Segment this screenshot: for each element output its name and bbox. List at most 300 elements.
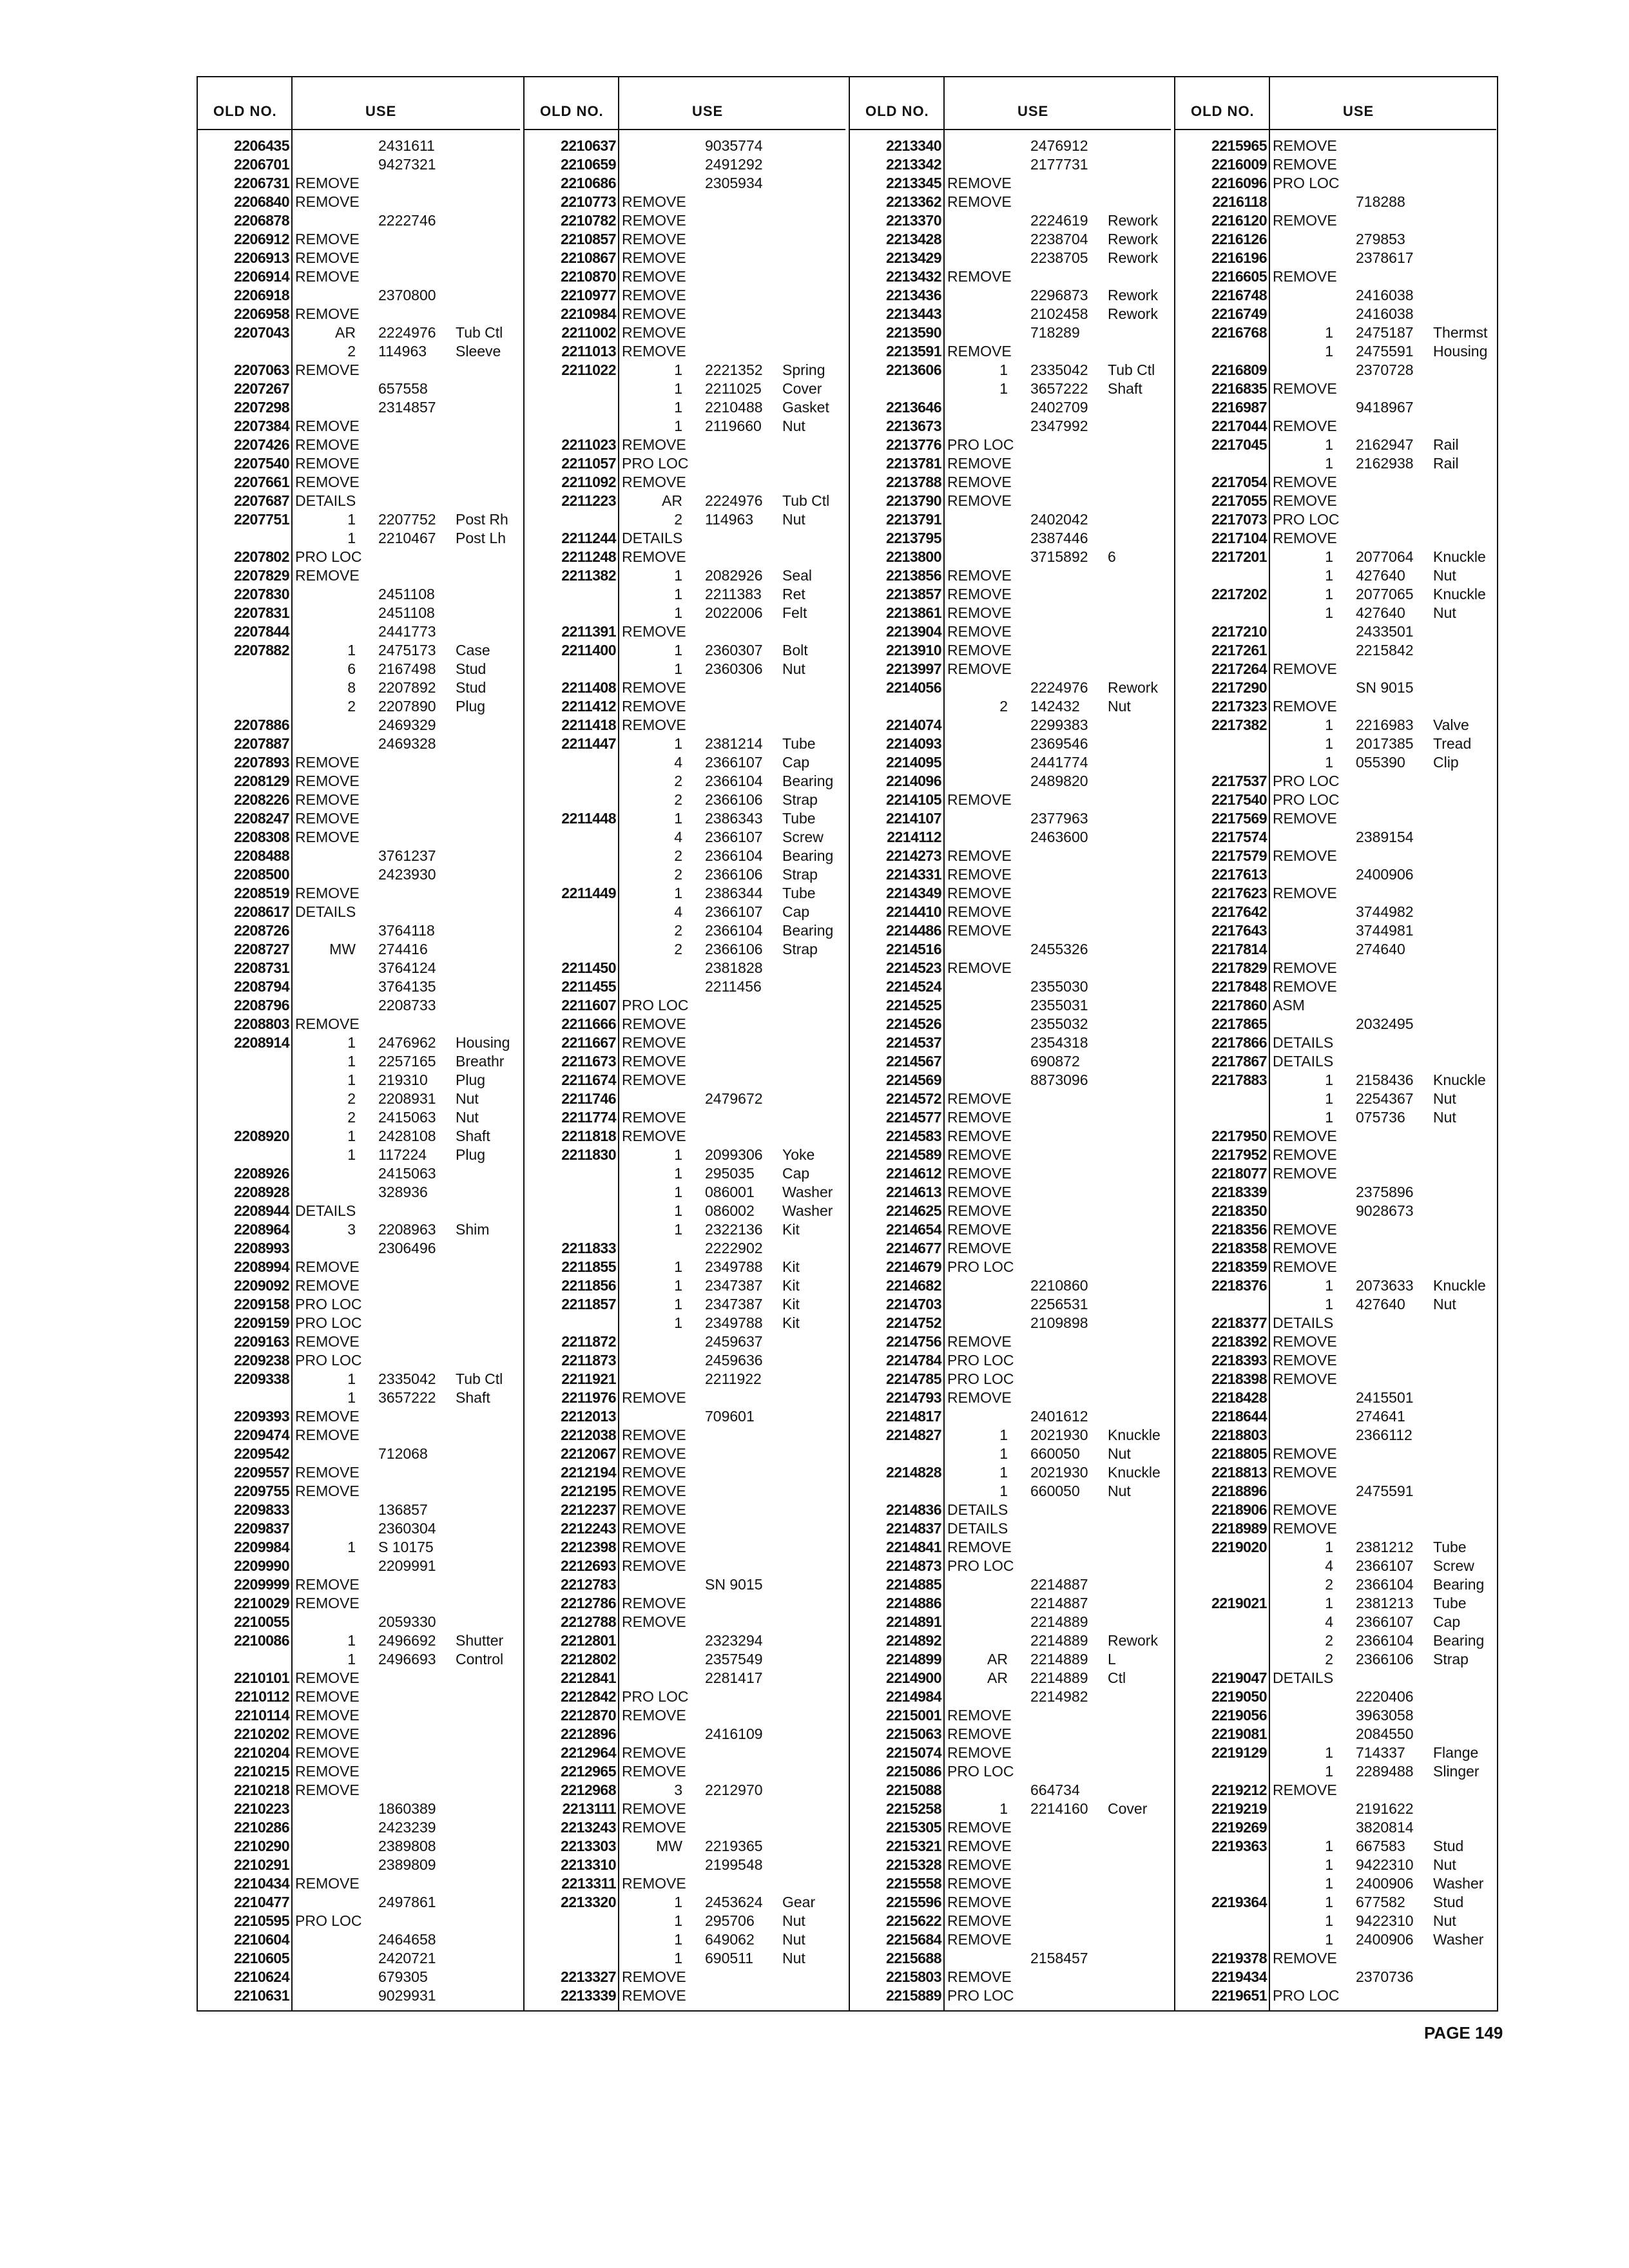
old-number: 2211244 <box>561 530 616 546</box>
status: REMOVE <box>1273 978 1337 995</box>
status: REMOVE <box>622 436 686 453</box>
table-row <box>525 323 845 342</box>
table-row <box>850 1202 1171 1220</box>
table-row <box>198 1986 520 2005</box>
old-number: 2211673 <box>561 1053 616 1070</box>
table-row <box>198 492 520 510</box>
table-row <box>1175 1818 1496 1837</box>
new-part-number: 649062 <box>705 1931 755 1948</box>
description: Kit <box>782 1296 800 1312</box>
description: Valve <box>1433 716 1469 733</box>
status: PRO LOC <box>947 1763 1014 1780</box>
description: Shutter <box>456 1632 504 1649</box>
quantity: 1 <box>347 1370 356 1387</box>
new-part-number: 2210467 <box>378 530 436 546</box>
table-row <box>1175 1314 1496 1332</box>
old-number: 2212194 <box>560 1464 616 1481</box>
header-divider <box>291 77 293 129</box>
old-number: 2212013 <box>560 1408 616 1425</box>
table-row <box>198 398 520 417</box>
status: REMOVE <box>947 604 1012 621</box>
new-part-number: 2349788 <box>705 1314 763 1331</box>
old-number: 2218906 <box>1211 1501 1267 1518</box>
description: Strap <box>782 941 818 957</box>
old-number: 2219269 <box>1211 1819 1267 1836</box>
new-part-number: 3764135 <box>378 978 436 995</box>
description: Yoke <box>782 1146 815 1163</box>
new-part-number: 2214160 <box>1030 1800 1088 1817</box>
description: Cover <box>782 380 822 397</box>
table-row <box>1175 1613 1496 1631</box>
old-number: 2217623 <box>1211 885 1267 901</box>
table-row <box>198 1725 520 1744</box>
old-number: 2211447 <box>561 735 616 752</box>
table-row <box>1175 996 1496 1015</box>
status: DETAILS <box>295 903 356 920</box>
new-part-number: 2102458 <box>1030 305 1088 322</box>
status: DETAILS <box>1273 1669 1334 1686</box>
old-number: 2212038 <box>560 1427 616 1443</box>
old-number: 2210782 <box>560 212 616 229</box>
old-number: 2213339 <box>560 1987 616 2004</box>
quantity: 1 <box>347 1128 356 1144</box>
old-number: 2219020 <box>1211 1539 1267 1555</box>
old-number: 2207751 <box>233 511 289 528</box>
quantity: 1 <box>1325 1277 1333 1294</box>
old-number: 2211833 <box>561 1240 616 1256</box>
status: REMOVE <box>947 922 1012 939</box>
old-number: 2208488 <box>233 847 289 864</box>
table-row <box>850 735 1171 753</box>
table-row <box>525 921 845 940</box>
old-number: 2210215 <box>233 1763 289 1780</box>
new-part-number: 2377963 <box>1030 810 1088 827</box>
status: REMOVE <box>295 773 360 789</box>
old-number: 2217814 <box>1211 941 1267 957</box>
quantity: 1 <box>1325 324 1333 341</box>
table-row <box>198 1800 520 1818</box>
old-number: 2214677 <box>885 1240 941 1256</box>
new-part-number: 679305 <box>378 1968 428 1985</box>
table-row <box>525 977 845 996</box>
old-number: 2214056 <box>885 679 941 696</box>
status: REMOVE <box>622 231 686 247</box>
old-number: 2217865 <box>1211 1015 1267 1032</box>
new-part-number: 2378617 <box>1356 249 1414 266</box>
description: Nut <box>456 1109 479 1126</box>
status: REMOVE <box>295 1669 360 1686</box>
old-number: 2217201 <box>1211 548 1267 565</box>
old-number: 2212786 <box>560 1595 616 1611</box>
table-row <box>198 1930 520 1949</box>
status: REMOVE <box>622 1072 686 1088</box>
status: REMOVE <box>295 1744 360 1761</box>
description: Kit <box>782 1277 800 1294</box>
table-row <box>525 1986 845 2005</box>
new-part-number: 2366104 <box>705 773 763 789</box>
table-row <box>1175 548 1496 566</box>
table-row <box>198 1332 520 1351</box>
status: REMOVE <box>1273 1950 1337 1966</box>
table-row <box>850 1052 1171 1071</box>
table-row <box>198 155 520 174</box>
table-row <box>525 286 845 305</box>
status: REMOVE <box>1273 847 1337 864</box>
table-row <box>198 454 520 473</box>
table-row <box>850 1407 1171 1426</box>
table-row <box>1175 660 1496 678</box>
status: REMOVE <box>947 1109 1012 1126</box>
description: Tube <box>782 810 816 827</box>
quantity: 2 <box>347 698 356 715</box>
table-row <box>198 267 520 286</box>
quantity: 1 <box>1325 455 1333 472</box>
table-row <box>1175 903 1496 921</box>
quantity: 2 <box>674 791 682 808</box>
old-number: 2216009 <box>1211 156 1267 173</box>
status: REMOVE <box>1273 380 1337 397</box>
new-part-number: 2210488 <box>705 399 763 416</box>
table-row <box>850 566 1171 585</box>
old-number: 2211674 <box>561 1072 616 1088</box>
table-row <box>198 977 520 996</box>
table-row <box>198 1090 520 1108</box>
old-number: 2213910 <box>885 642 941 658</box>
new-part-number: 2082926 <box>705 567 763 584</box>
description: Rework <box>1108 249 1158 266</box>
new-part-number: 2366104 <box>1356 1576 1414 1593</box>
quantity: 1 <box>1325 548 1333 565</box>
table-row <box>1175 828 1496 847</box>
table-row <box>1175 921 1496 940</box>
status: REMOVE <box>622 193 686 210</box>
old-number: 2211023 <box>561 436 616 453</box>
description: Strap <box>782 866 818 883</box>
column-header <box>198 77 520 130</box>
status: REMOVE <box>947 1240 1012 1256</box>
old-number: 2213303 <box>560 1838 616 1854</box>
old-number: 2211666 <box>561 1015 616 1032</box>
old-number: 2211408 <box>561 679 616 696</box>
quantity: AR <box>987 1669 1008 1686</box>
new-part-number: 2469328 <box>378 735 436 752</box>
table-row <box>1175 641 1496 660</box>
table-row <box>198 1538 520 1557</box>
new-part-number: 2211025 <box>705 380 762 397</box>
table-row <box>850 305 1171 323</box>
quantity: 1 <box>1325 1296 1333 1312</box>
old-number: 2217848 <box>1211 978 1267 995</box>
old-number: 2214886 <box>885 1595 941 1611</box>
new-part-number: 2211922 <box>705 1370 762 1387</box>
table-row <box>850 492 1171 510</box>
description: Nut <box>1433 1296 1456 1312</box>
old-number: 2218376 <box>1211 1277 1267 1294</box>
table-row <box>198 772 520 791</box>
table-row <box>525 1893 845 1912</box>
status: REMOVE <box>295 754 360 771</box>
quantity: 1 <box>1325 1894 1333 1910</box>
status: REMOVE <box>947 1221 1012 1238</box>
old-number: 2210290 <box>233 1838 289 1854</box>
new-part-number: 2491292 <box>705 156 763 173</box>
old-number: 2217569 <box>1211 810 1267 827</box>
new-part-number: 2415501 <box>1356 1389 1414 1406</box>
new-part-number: 2305934 <box>705 175 763 191</box>
status: REMOVE <box>947 1202 1012 1219</box>
old-number: 2216120 <box>1211 212 1267 229</box>
use-header: USE <box>1017 103 1049 119</box>
old-number: 2213243 <box>560 1819 616 1836</box>
status: PRO LOC <box>947 1557 1014 1574</box>
old-number: 2218359 <box>1211 1258 1267 1275</box>
new-part-number: 9427321 <box>378 156 436 173</box>
old-number: 2210114 <box>235 1707 289 1724</box>
table-row <box>850 342 1171 361</box>
new-part-number: 2389154 <box>1356 829 1414 845</box>
table-row <box>525 1164 845 1183</box>
table-row <box>525 884 845 903</box>
table-row <box>1175 1426 1496 1445</box>
table-row <box>525 753 845 772</box>
old-number: 2207829 <box>233 567 289 584</box>
table-row <box>850 1538 1171 1557</box>
table-row <box>850 847 1171 865</box>
table-row <box>198 548 520 566</box>
quantity: 1 <box>674 885 682 901</box>
status: REMOVE <box>947 455 1012 472</box>
old-number: 2213795 <box>885 530 941 546</box>
new-part-number: 2453624 <box>705 1894 763 1910</box>
table-row <box>850 211 1171 230</box>
description: Cap <box>1433 1613 1461 1630</box>
old-number: 2215328 <box>885 1856 941 1873</box>
old-number: 2214841 <box>885 1539 941 1555</box>
quantity: 4 <box>674 829 682 845</box>
new-part-number: 677582 <box>1356 1894 1405 1910</box>
new-part-number: 2059330 <box>378 1613 436 1630</box>
table-row <box>198 1389 520 1407</box>
status: REMOVE <box>622 287 686 303</box>
old-number: 2214589 <box>885 1146 941 1163</box>
old-number: 2214654 <box>885 1221 941 1238</box>
status: REMOVE <box>622 1128 686 1144</box>
status: REMOVE <box>947 1819 1012 1836</box>
new-part-number: 2209991 <box>378 1557 436 1574</box>
quantity: 2 <box>999 698 1008 715</box>
old-number: 2213429 <box>885 249 941 266</box>
parts-supersession-table <box>197 76 1498 2012</box>
table-row <box>198 249 520 267</box>
quantity: 1 <box>674 1296 682 1312</box>
new-part-number: 660050 <box>1030 1445 1080 1462</box>
old-no-header: OLD NO. <box>1191 103 1255 119</box>
new-part-number: 2475187 <box>1356 324 1414 341</box>
old-number: 2208519 <box>233 885 289 901</box>
table-row <box>198 1220 520 1239</box>
description: Rework <box>1108 1632 1158 1649</box>
old-number: 2217044 <box>1211 418 1267 434</box>
new-part-number: 2366106 <box>1356 1651 1414 1667</box>
table-row <box>198 566 520 585</box>
new-part-number: 3715892 <box>1030 548 1088 565</box>
old-number: 2218356 <box>1211 1221 1267 1238</box>
status: REMOVE <box>1273 1165 1337 1182</box>
table-row <box>525 1220 845 1239</box>
status: PRO LOC <box>295 1352 362 1369</box>
new-part-number: 2459637 <box>705 1333 763 1350</box>
status: ASM <box>1273 997 1305 1014</box>
old-number: 2207802 <box>233 548 289 565</box>
old-number: 2214583 <box>885 1128 941 1144</box>
status: REMOVE <box>622 679 686 696</box>
table-row <box>1175 1351 1496 1370</box>
new-part-number: 136857 <box>378 1501 428 1518</box>
table-row <box>850 1613 1171 1631</box>
new-part-number: 2360304 <box>378 1520 436 1537</box>
new-part-number: 2119660 <box>705 418 762 434</box>
status: REMOVE <box>1273 1221 1337 1238</box>
old-number: 2208226 <box>233 791 289 808</box>
table-row <box>1175 1033 1496 1052</box>
status: REMOVE <box>1273 1370 1337 1387</box>
status: REMOVE <box>947 1333 1012 1350</box>
table-row <box>525 1071 845 1090</box>
table-row <box>850 286 1171 305</box>
table-row <box>1175 436 1496 454</box>
status: REMOVE <box>947 623 1012 640</box>
table-row <box>1175 1800 1496 1818</box>
old-number: 2214827 <box>885 1427 941 1443</box>
old-number: 2213788 <box>885 474 941 490</box>
description: L <box>1108 1651 1116 1667</box>
table-row <box>850 1183 1171 1202</box>
quantity: 1 <box>1325 567 1333 584</box>
description: Bearing <box>782 847 834 864</box>
new-part-number: 274416 <box>378 941 428 957</box>
table-row <box>198 417 520 436</box>
new-part-number: 2433501 <box>1356 623 1414 640</box>
old-number: 2219364 <box>1211 1894 1267 1910</box>
new-part-number: 2208733 <box>378 997 436 1014</box>
table-row <box>850 622 1171 641</box>
table-row <box>1175 230 1496 249</box>
status: REMOVE <box>947 193 1012 210</box>
old-number: 2214885 <box>885 1576 941 1593</box>
table-row <box>198 735 520 753</box>
new-part-number: 427640 <box>1356 1296 1405 1312</box>
table-row <box>525 996 845 1015</box>
table-row <box>850 1295 1171 1314</box>
table-row <box>198 1557 520 1575</box>
status: PRO LOC <box>1273 791 1340 808</box>
header-divider <box>943 77 945 129</box>
description: Nut <box>782 660 805 677</box>
table-row <box>525 417 845 436</box>
quantity: 1 <box>674 1950 682 1966</box>
table-row <box>1175 585 1496 604</box>
status: REMOVE <box>622 1707 686 1724</box>
old-number: 2206878 <box>233 212 289 229</box>
old-number: 2213327 <box>560 1968 616 1985</box>
description: 6 <box>1108 548 1116 565</box>
old-number: 2212237 <box>560 1501 616 1518</box>
old-number: 2208928 <box>233 1184 289 1200</box>
status: REMOVE <box>1273 1501 1337 1518</box>
status: REMOVE <box>1273 698 1337 715</box>
table-row <box>525 529 845 548</box>
old-number: 2212693 <box>560 1557 616 1574</box>
description: Stud <box>1433 1894 1464 1910</box>
old-number: 2214331 <box>885 866 941 883</box>
old-number: 2213646 <box>885 399 941 416</box>
new-part-number: 2369546 <box>1030 735 1088 752</box>
old-number: 2217202 <box>1211 586 1267 602</box>
quantity: 1 <box>674 1931 682 1948</box>
old-number: 2215596 <box>885 1894 941 1910</box>
old-number: 2211013 <box>561 343 616 360</box>
table-row <box>525 1482 845 1501</box>
table-row <box>850 1575 1171 1594</box>
status: REMOVE <box>947 1744 1012 1761</box>
old-number: 2213997 <box>885 660 941 677</box>
table-row <box>525 865 845 884</box>
old-number: 2210977 <box>560 287 616 303</box>
new-part-number: 690872 <box>1030 1053 1080 1070</box>
table-row <box>525 1351 845 1370</box>
description: Gear <box>782 1894 816 1910</box>
description: Nut <box>782 511 805 528</box>
table-row <box>525 716 845 735</box>
description: Nut <box>1108 1483 1131 1499</box>
quantity: 3 <box>347 1221 356 1238</box>
description: Kit <box>782 1221 800 1238</box>
status: REMOVE <box>622 1109 686 1126</box>
header-divider <box>618 77 619 129</box>
status: DETAILS <box>295 492 356 509</box>
status: REMOVE <box>1273 959 1337 976</box>
new-part-number: 2211456 <box>705 978 762 995</box>
table-row <box>198 1202 520 1220</box>
table-row <box>850 473 1171 492</box>
old-number: 2216126 <box>1211 231 1267 247</box>
table-row <box>198 1071 520 1090</box>
status: REMOVE <box>947 1838 1012 1854</box>
table-row <box>198 1183 520 1202</box>
column-header <box>1175 77 1496 130</box>
old-number: 2211248 <box>561 548 616 565</box>
table-row <box>850 1127 1171 1146</box>
status: REMOVE <box>622 268 686 285</box>
table-row <box>1175 622 1496 641</box>
new-part-number: 2489820 <box>1030 773 1088 789</box>
status: REMOVE <box>295 268 360 285</box>
table-column-3 <box>849 77 1171 2010</box>
status: REMOVE <box>295 1725 360 1742</box>
status: DETAILS <box>1273 1314 1334 1331</box>
quantity: 1 <box>674 586 682 602</box>
table-row <box>850 1893 1171 1912</box>
old-number: 2211418 <box>561 716 616 733</box>
new-part-number: 2366104 <box>705 847 763 864</box>
quantity: MW <box>329 941 356 957</box>
table-row <box>198 1874 520 1893</box>
old-number: 2206435 <box>233 137 289 154</box>
table-row <box>1175 959 1496 977</box>
old-number: 2206913 <box>233 249 289 266</box>
table-row <box>850 809 1171 828</box>
status: REMOVE <box>295 418 360 434</box>
